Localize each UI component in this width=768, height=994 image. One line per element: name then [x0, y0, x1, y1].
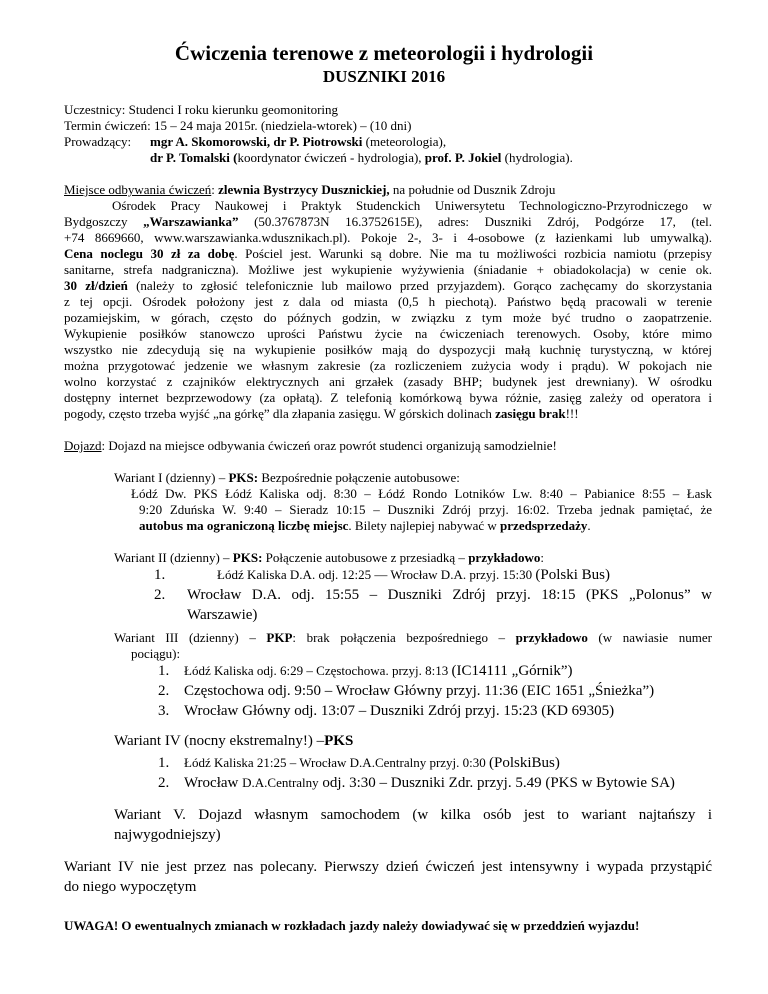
leaders-role-2: koordynator ćwiczeń - hydrologia),	[237, 150, 425, 165]
leaders-line-2	[150, 150, 573, 166]
place-line	[64, 182, 555, 198]
variant-2-item-2-line-2: Warszawie)	[187, 607, 258, 623]
dates-line: Termin ćwiczeń: 15 – 24 maja 2015r. (niedziela-wtorek) – (10 dni)	[64, 118, 412, 133]
note-line-1: Wariant IV nie jest przez nas polecany. Pierwszy dzień ćwiczeń jest intensywny i wypada przystąpić	[64, 859, 712, 875]
variant-3-heading: Wariant III (dzienny) – PKP: brak połączenia bezpośredniego – przykładowo (w nawiasie numer	[114, 630, 712, 645]
hostel-name: „Warszawianka”	[143, 214, 239, 229]
travel-line	[64, 438, 557, 454]
variant-1-heading: Wariant I (dzienny) – PKS: Bezpośrednie połączenie autobusowe:	[114, 470, 460, 485]
body-line-14: pogody, często trzeba wyjść „na górkę” dla złapania zasięgu. W górskich dolinach zasięgu brak!!!	[64, 406, 579, 421]
body-line-11: można przygotować jedzenie we własnym zakresie (za rozliczeniem zużycia wody i prądu). W pokojach nie	[64, 358, 712, 373]
leaders-name-3: prof. P. Jokiel	[424, 150, 502, 165]
variant-4-item-1: 1. Łódź Kaliska 21:25 – Wrocław D.A.Centralny przyj. 0:30 (PolskiBus)	[158, 755, 560, 771]
body-line-2: Bydgoszczy „Warszawianka” (50.3767873N 16.3752615E), adres: Duszniki Zdrój, Podgórze 17, (tel.	[64, 214, 712, 229]
body-line-10: wszystko nie zdecydują się na wykupienie posiłków mają do dyspozycji małą kuchnię turystyczną, w której	[64, 342, 712, 357]
body-line-6: 30 zł/dzień (należy to zgłosić telefonicznie lub mailowo przed przyjazdem). Gorąco zachęcamy do skorzystania	[64, 278, 713, 293]
variant-3-item-2: 2. Częstochowa odj. 9:50 – Wrocław Główny przyj. 11:36 (EIC 1651 „Śnieżka”)	[158, 683, 655, 699]
body-line-13: dostępny internet bezprzewodowy (za opłatą). Z telefonią komórkową bywa różnie, zasięg zależy od operatora i	[64, 390, 712, 405]
body-line-4: Cena noclegu 30 zł za dobę. Pościel jest. Warunki są dobre. Nie ma tu możliwości rozbicia namiotu (przepisy	[64, 246, 712, 261]
body-line-9: Wykupienie posiłków stanowczo uprości Państwu życie na ćwiczeniach terenowych. Osoby, które mimo	[64, 326, 712, 341]
body-line-8: pozamiejskim, w górach, często do późnych godzin, w związku z tym może być trudno o zaopatrzenie.	[64, 310, 712, 325]
body-line-3: +74 8669660, www.warszawianka.wdusznikach.pl). Pokoje 2-, 3- i 4-osobowe (z łazienkami lub umywalką).	[64, 230, 712, 245]
variant-3-heading-line-2: pociągu):	[131, 646, 181, 661]
leaders-subject-3: (hydrologia).	[501, 150, 573, 165]
place-rest: na południe od Dusznik Zdroju	[389, 182, 556, 197]
variant-5-line-1: Wariant V. Dojazd własnym samochodem (w kilka osób jest to wariant najtańszy i	[114, 807, 712, 823]
body-line-7: z tej opcji. Ośrodek położony jest z dala od miasta (0,5 h piechotą). Państwo będą pracowali w terenie	[64, 294, 712, 309]
variant-3-item-3: 3. Wrocław Główny odj. 13:07 – Duszniki Zdrój przyj. 15:23 (KD 69305)	[158, 703, 615, 719]
variant-2-item-2-number: 2.	[154, 587, 166, 603]
leaders-name-2: dr P. Tomalski (	[150, 150, 238, 165]
travel-text: : Dojazd na miejsce odbywania ćwiczeń oraz powrót studenci organizują samodzielnie!	[101, 438, 557, 453]
variant-5-line-2: najwygodniejszy)	[114, 827, 221, 843]
variant-4-heading: Wariant IV (nocny ekstremalny!) –PKS	[114, 733, 354, 749]
leaders-names-1: mgr A. Skomorowski, dr P. Piotrowski	[150, 134, 363, 149]
variant-2-item-2-line-1: Wrocław D.A. odj. 15:55 – Duszniki Zdrój przyj. 18:15 (PKS „Polonus” w	[187, 587, 712, 603]
variant-2-heading: Wariant II (dzienny) – PKS: Połączenie autobusowe z przesiadką – przykładowo:	[114, 550, 545, 565]
page-title: Ćwiczenia terenowe z meteorologii i hydrologii	[174, 41, 594, 65]
place-name: zlewnia Bystrzycy Dusznickiej,	[218, 182, 390, 197]
leaders-subject-1: (meteorologia),	[362, 134, 447, 149]
body-line-5: sanitarne, strefa nadgraniczna). Możliwe jest wykupienie wyżywienia (śniadanie + obiadokolacja) w cenie ok.	[64, 262, 712, 277]
no-signal-note: zasięgu brak	[495, 406, 566, 421]
body-line-1: Ośrodek Pracy Naukowej i Praktyk Studenckich Uniwersytetu Technologiczno-Przyrodniczego w	[112, 198, 712, 213]
note-line-2: do niego wypoczętym	[64, 879, 197, 895]
place-label: Miejsce odbywania ćwiczeń	[64, 182, 212, 197]
variant-1-line-1: Łódź Dw. PKS Łódź Kaliska odj. 8:30 – Łódź Rondo Lotników Lw. 8:40 – Pabianice 8:55 – Łask	[131, 486, 712, 501]
price-info: Cena noclegu 30 zł za dobę	[64, 246, 235, 261]
participants-line: Uczestnicy: Studenci I roku kierunku geomonitoring	[64, 102, 339, 117]
variant-2-item-1: 1. Łódź Kaliska D.A. odj. 12:25 — Wrocław D.A. przyj. 15:30 (Polski Bus)	[154, 567, 611, 583]
variant-1-line-2: 9:20 Zduńska W. 9:40 – Sieradz 10:15 – Duszniki Zdrój przyj. 16:02. Trzeba jednak pamiętać, że	[139, 502, 712, 517]
travel-label: Dojazd	[64, 438, 102, 453]
variant-4-item-2: 2. Wrocław D.A.Centralny odj. 3:30 – Duszniki Zdr. przyj. 5.49 (PKS w Bytowie SA)	[158, 775, 675, 791]
variant-3-item-1: 1. Łódź Kaliska odj. 6:29 – Częstochowa. przyj. 8:13 (IC14111 „Górnik”)	[158, 663, 573, 679]
page-subtitle: DUSZNIKI 2016	[322, 67, 446, 86]
leaders-line-1	[64, 134, 447, 150]
body-line-12: wolno korzystać z czajników elektrycznych ani grzałek (zasady BHP; budynek jest drewniany). W ośrodku	[64, 374, 712, 389]
variant-1-line-3: autobus ma ograniczoną liczbę miejsc. Bilety najlepiej nabywać w przedsprzedaży.	[139, 518, 591, 533]
meal-price: 30 zł/dzień	[64, 278, 128, 293]
warning-note: UWAGA! O ewentualnych zmianach w rozkładach jazdy należy dowiadywać się w przeddzień wyjazdu!	[64, 918, 640, 933]
leaders-label: Prowadzący:	[64, 134, 132, 149]
place-colon: :	[211, 182, 219, 197]
